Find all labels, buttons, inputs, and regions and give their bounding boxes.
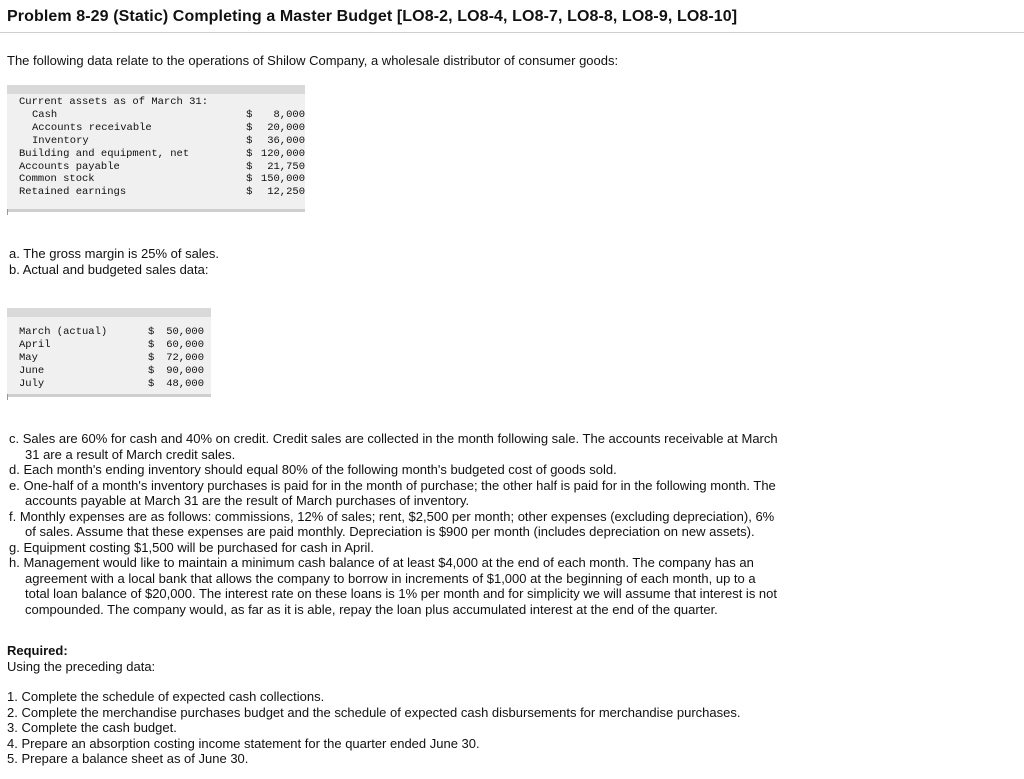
item-a: a. The gross margin is 25% of sales. [9, 246, 220, 261]
currency-symbol: $ [246, 186, 253, 199]
row-label: Accounts payable [19, 160, 120, 173]
note-h: h. Management would like to maintain a minimum cash balance of at least $4,000 at the end of each month. The company has an [9, 555, 754, 570]
table-row [7, 109, 305, 122]
items-a-b [9, 246, 219, 277]
row-amount: 120,000 [260, 147, 305, 160]
row-amount: 8,000 [273, 108, 305, 121]
item-b: b. Actual and budgeted sales data: [9, 261, 209, 277]
note-g: g. Equipment costing $1,500 will be purchased for cash in April. [9, 539, 374, 555]
note-d: d. Each month's ending inventory should equal 80% of the following month's budgeted cost of goods sold. [9, 462, 617, 477]
note-c-continued: 31 are a result of March credit sales. [25, 446, 236, 462]
sales-table [7, 308, 211, 397]
table-edge-marker [7, 209, 8, 215]
row-label: May [19, 351, 38, 364]
currency-symbol: $ [148, 364, 155, 377]
row-amount: 12,250 [267, 186, 305, 199]
table-header: Current assets as of March 31: [19, 96, 209, 108]
row-label: July [19, 377, 45, 390]
task-item: 5. Prepare a balance sheet as of June 30. [7, 751, 249, 766]
note-e: e. One-half of a month's inventory purchases is paid for in the month of purchase; the other half is paid for in the following month. The [9, 477, 776, 493]
currency-symbol: $ [148, 338, 155, 351]
note-h-continued: agreement with a local bank that allows the company to borrow in increments of $1,000 at the beginning of each month, up to a [25, 570, 756, 586]
currency-symbol: $ [148, 326, 155, 338]
currency-symbol: $ [246, 108, 253, 121]
table-row [7, 352, 204, 365]
table-row [7, 122, 305, 135]
row-amount: 90,000 [166, 364, 204, 377]
table-edge-marker [7, 394, 8, 400]
row-amount: 21,750 [267, 160, 305, 173]
currency-symbol: $ [246, 173, 253, 186]
table-row [7, 339, 204, 352]
note-f-continued: of sales. Assume that these expenses are paid monthly. Depreciation is $900 per month (includes depreciation on new assets). [25, 524, 755, 539]
note-e-continued: accounts payable at March 31 are the result of March purchases of inventory. [25, 493, 470, 508]
note-h-continued: compounded. The company would, as far as it is able, repay the loan plus accumulated interest at the end of the quarter. [25, 601, 718, 617]
row-amount: 72,000 [166, 351, 204, 364]
table-row [7, 378, 204, 391]
note-c: c. Sales are 60% for cash and 40% on credit. Credit sales are collected in the month following sale. The accounts receivable at March [9, 431, 778, 446]
table-row [7, 186, 305, 199]
row-label: Common stock [19, 173, 95, 186]
row-label: Retained earnings [19, 186, 127, 199]
task-item: 2. Complete the merchandise purchases budget and the schedule of expected cash disbursements for merchandise purchases. [7, 704, 741, 720]
table-row [7, 161, 305, 174]
row-label: June [19, 364, 45, 377]
row-amount: 50,000 [166, 326, 204, 338]
currency-symbol: $ [148, 377, 155, 390]
problem-title: Problem 8-29 (Static) Completing a Master Budget [LO8-2, LO8-4, LO8-7, LO8-8, LO8-9, LO8-10] [7, 8, 738, 25]
intro-text: The following data relate to the operations of Shilow Company, a wholesale distributor of consumer goods: [7, 53, 619, 68]
table-row [7, 148, 305, 161]
currency-symbol: $ [246, 147, 253, 160]
required-task-list [7, 689, 740, 767]
title-divider [0, 32, 1024, 33]
row-label: Inventory [32, 134, 89, 147]
required-subheading: Using the preceding data: [7, 658, 156, 674]
table-row [7, 135, 305, 148]
row-amount: 36,000 [267, 134, 305, 147]
task-item: 1. Complete the schedule of expected cash collections. [7, 689, 325, 704]
row-label: Accounts receivable [32, 121, 152, 134]
task-item: 3. Complete the cash budget. [7, 720, 177, 735]
currency-symbol: $ [246, 160, 253, 173]
balance-sheet-table [7, 85, 305, 212]
row-amount: 60,000 [166, 338, 204, 351]
table-row [7, 173, 305, 186]
task-item: 4. Prepare an absorption costing income statement for the quarter ended June 30. [7, 735, 480, 751]
currency-symbol: $ [148, 351, 155, 364]
row-label: March (actual) [19, 326, 108, 338]
row-label: Cash [32, 108, 58, 121]
row-amount: 20,000 [267, 121, 305, 134]
row-amount: 48,000 [166, 377, 204, 390]
row-label: April [19, 338, 51, 351]
currency-symbol: $ [246, 121, 253, 134]
assumption-notes [9, 431, 778, 617]
row-label: Building and equipment, net [19, 147, 190, 160]
row-amount: 150,000 [260, 173, 305, 186]
note-h-continued: total loan balance of $20,000. The interest rate on these loans is 1% per month and for simplicity we will assume that interest is not [25, 586, 778, 601]
note-f: f. Monthly expenses are as follows: commissions, 12% of sales; rent, $2,500 per month; other expenses (excluding depreciation), 6% [9, 508, 775, 524]
table-row [7, 365, 204, 378]
required-heading: Required: [7, 643, 68, 658]
table-row [7, 326, 204, 339]
required-section [7, 643, 155, 674]
currency-symbol: $ [246, 134, 253, 147]
table-row [7, 96, 305, 109]
